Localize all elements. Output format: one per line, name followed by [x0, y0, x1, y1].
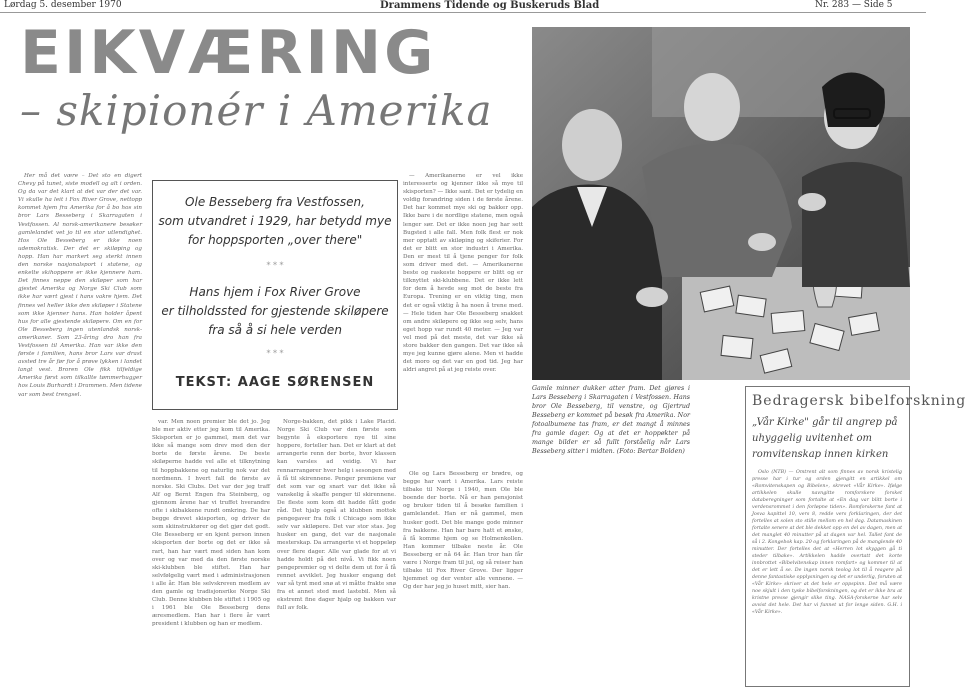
article-column-5: [403, 470, 523, 684]
intro-line-2: som utvandret i 1929, har betydd mye: [158, 214, 392, 228]
article-column-1: [18, 172, 142, 682]
sidebar-subtitle: „Vår Kirke" går til angrep på uhyggelig uvitenhet om romvitenskap innen kirken: [752, 417, 898, 460]
photo-caption: [532, 384, 690, 684]
article-column-4: [403, 172, 523, 468]
intro-line-3: for hoppsporten „over there": [187, 233, 363, 247]
intro-line-4: Hans hjem i Fox River Grove: [189, 285, 361, 299]
photo-illustration: [532, 27, 910, 380]
sidebar-article-box: [745, 386, 966, 687]
photo-caption-text: Gamle minner dukker atter fram. Det gjøres i Lars Besseberg i Skarragaten i Vestfossen. Hans bror Ole Besseberg, til venstre, og Gjertrud Besseberg er kommet på besøk fra Amerika. Nor fotoalbumene tas fram, er det mangt å minnes fra gamle dager. Og at det er hoppøkter på mange bilder er så fullt forståelig når Lars Besseberg sitter i midten. (Foto: Bertar Bolden): [532, 385, 690, 455]
column-2-text: var. Men noen premier ble det jo. Jeg ble mer aktiv etter jeg kom til Amerika. Skisporten er jo gammel, men det var ikke så mange som drev med den der borte de første årene. De beste skiløperne hadde vel alle et tilknytning til hoppbakkene og naturlig nok var det nordmenn. I hvert fall de første av norske. Ski Clubs. Det var der jeg traff Alf og Bernt Engen fra Steinberg, og gjennom årene har vi truffet hverandre ofte i skibakkene rundt omkring. De har begge drevet skisporten, og driver de som skiinstruktører og det gjør det godt. Ole Besseberg er en kjent person innen skisporten der borte og det er ikke så rart, han har vært med siden han kom over og var med da den første norske ski-klubben ble stiftet. Han har selvfølgelig vært med i administrasjonen i alle år. Han ble selvskreven medlem av den gamle og tradisjonsrike Norge Ski Club. Denne klubben ble stiftet i 1905 og i 1961 ble Ole Besseberg dens æresmedlem. Han har i flere år vært president i klubben og han er medlem.: [152, 419, 270, 628]
masthead-paper-name: Drammens Tidende og Buskeruds Blad: [380, 0, 600, 11]
newspaper-masthead: [0, 0, 926, 13]
intro-line-5: er tilholdssted for gjestende skiløpere: [161, 304, 389, 318]
column-5-text: Ole og Lars Besseberg er brødre, og begge har vært i Amerika. Lars reiste tilbake til Norge i 1940, men Ole ble boende der borte. Nå er han pensjonist og bruker tiden til å besøke familien i gamlelandet. Han er nå gammel, men husker godt. Det ble mange gode minner fra bakkene. Han har bare hatt et ønske, å få komme hjem og se Holmenkollen. Han kommer tilbake neste år. Ole Besseberg er nå 64 år. Han tror han får være i Norge fram til jul, og så reiser han tilbake til Fox River Grove. Der ligger hjemmet og der venter alle vennene. — Og der har jeg jo huset mitt, sier han.: [403, 471, 523, 591]
masthead-page-number: Nr. 283 — Side 5: [815, 0, 893, 10]
intro-separator-2: * * *: [266, 349, 284, 358]
intro-separator-1: * * *: [266, 261, 284, 270]
intro-line-6: fra så å si hele verden: [208, 323, 342, 337]
sidebar-body: [752, 469, 902, 684]
article-column-6: [697, 384, 739, 684]
news-photo: [532, 27, 910, 380]
article-headline: EIKVÆRING: [20, 18, 437, 88]
intro-box: [152, 180, 398, 410]
sidebar-title: Bedragersk bibelforskning: [752, 393, 966, 409]
masthead-date: Lørdag 5. desember 1970: [4, 0, 122, 10]
article-byline: TEKST: AAGE SØRENSEN: [175, 375, 375, 390]
column-3-text: Norge-bakken, det pikk i Lake Placid. Norge Ski Club var den første som begynte å eksportere nye til sine hoppere, forteller han. Det er klart at det arrangerte renn der borte, hvor klassen kan varsles ad veidig. Vi har rennarrangører hver helg i sesongen med å få til skirennene. Penger premiene var det som var og snart var det ikke så vanskelig å skaffe penger til skirennene. De fleste som kom dit hadde fått gode råd. Det hjalp også at klubben mottok pengegaver fra folk i Chicago som ikke selv var skiløpere. Det var stor stas. Jeg husker en gang, det var de nasjonale mesterskap. Da arrangerte vi et hoppeløp over flere dager. Alle var glade for at vi hadde holdt på det nivå. Vi fikk noen pengepremier og vi delte dem ut for å få rennet avviklet. Jeg husker engang det var så tynt med snø at vi måtte frakte snø fra et annet sted med lastebil. Men så ekstremt fine dager hjalp og bakken var full av folk.: [277, 419, 396, 612]
intro-line-1: Ole Besseberg fra Vestfossen,: [185, 195, 365, 209]
article-column-3: [277, 418, 396, 684]
sidebar-body-text: Oslo (NTB) — Omtrent alt som finnes av norsk kristelig presse har i tur og orden gjengitt en artikkel om «Romvitenskapen og Bibelen», skrevet «Vår Kirke». Ifølge artikkelen skulle navngitte romforskere forsket databeregninger som fortalte at «En dag var blitt borte i verdensrommet i den forløpne tiden». Romforskerne fant at Josva kapittel 10, vers 8, redde vers forklaringen, der det fortelles at solen sto stille mellom en hel dag. Datamaskinen fortalte senere at det ble dekket opp en del av dagen, men at det manglet 40 minutter på at dagen var hel. Tallet fant de så i 2. Kongebok kap. 20 og forklaringen på de manglende 40 minutter. Der fortelles det at «Herren lot skyggen gå ti steder tilbake». Artikkelen hadde overtatt det korte innbrottet «Bibelvitenskap innen romfart» og kommer til at det er lett å se. De ingen norsk teolog lot til å reagere på denne fantastiske opplysningen og det er underlig, foruten at «Vår Kirke» skriver at det hele er oppspinn. Det må være noe skjult i den tyske bibelforskningen, og det er ikke bra at kristne presse gjengir slike ting. NASA-forskerne har selv avvist det hele. Det har vi funnet ut for lenge siden. G.H. i «Vår Kirke».: [752, 470, 902, 615]
column-4-text: — Amerikanerne er vel ikke interesserte og kjenner ikke så mye til skisporten? — Ikke sant. Det er tydelig en voldig forandring siden i de første årene. Det har kommet mye ski og bakker opp. Ikke bare i de nordlige statene, men også lenger sør. Det er ikke noen jeg har sett Bugsted i alle fall. Men folk flest er nok mer opptatt av skiløping og skiferier. For det er blitt en stor industri i Amerika. Den er mest til å tjene penger for folk som driver med det. — Amerikanerne beste og raskeste hoppere er blitt og er tilknyttet ski-klubbene. Det er ikke lett for dem å hevde seg mot de beste fra Europa. Trening er en viktig ting, men det er også viktig å ha noen å trene med. — Hele tiden har Ole Besseberg snakket om andre skiløpere og ikke seg selv, hans eget hopp var rundt 40 meter. — Jeg var vel med på det meste, det var ikke så store bakker den gangen. Det var ikke så mye jeg kunne gjøre alene. Men vi hadde det moro og det var en god tid. Jeg har aldri angret på at jeg reiste over.: [403, 173, 523, 374]
article-subheadline: – skipionér i Amerika: [20, 86, 493, 135]
column-1-text: Her må det være – Det sto en digert Chevy på tunet, siste modell og alt i orden. Og da var det klart at det var der det var. Vi skulle ha leit i Fox River Grove, nettopp kommet hjem fra Amerika for å bo hos sin bror Lars Besseberg i Skarragaten i Vestfossen. Al norsk-amerikanere besøker gamlelandet vet jo til en stor utlendighet. Hos Ole Besseberg er ikke noen udemokratisk. Der det er skiløping og hopp. Han har markert seg sterkt innen den norske nasjonalsport i statene, og enkelte skihoppere er ikke kjennere ham. Det finnes neppe den skiløper som har gjestet Amerika og Norge Ski Club som ikke har vært gjest i hans vakre hjem. Det finnes vel heller ikke den skiløper i Statene som ikke kjenner hans. Han holder åpent hus for alle gjestende skiløpere. Om en for Ole Besseberg ingen utenlandsk norsk-amerikaner. Som 23-åring dro han fra Vestfossen til Amerika. Han var ikke den første i familien, hans bror Lars var drast avsted tre år før for å prøve lykken i landet langt vest. Broren Ole fikk tilfeldige Amerika først som tilkallte tømmerhugger hos Louis Burhardt i Drammen. Men tidene var som best trengsel.: [18, 173, 142, 398]
article-column-2: [152, 418, 270, 684]
